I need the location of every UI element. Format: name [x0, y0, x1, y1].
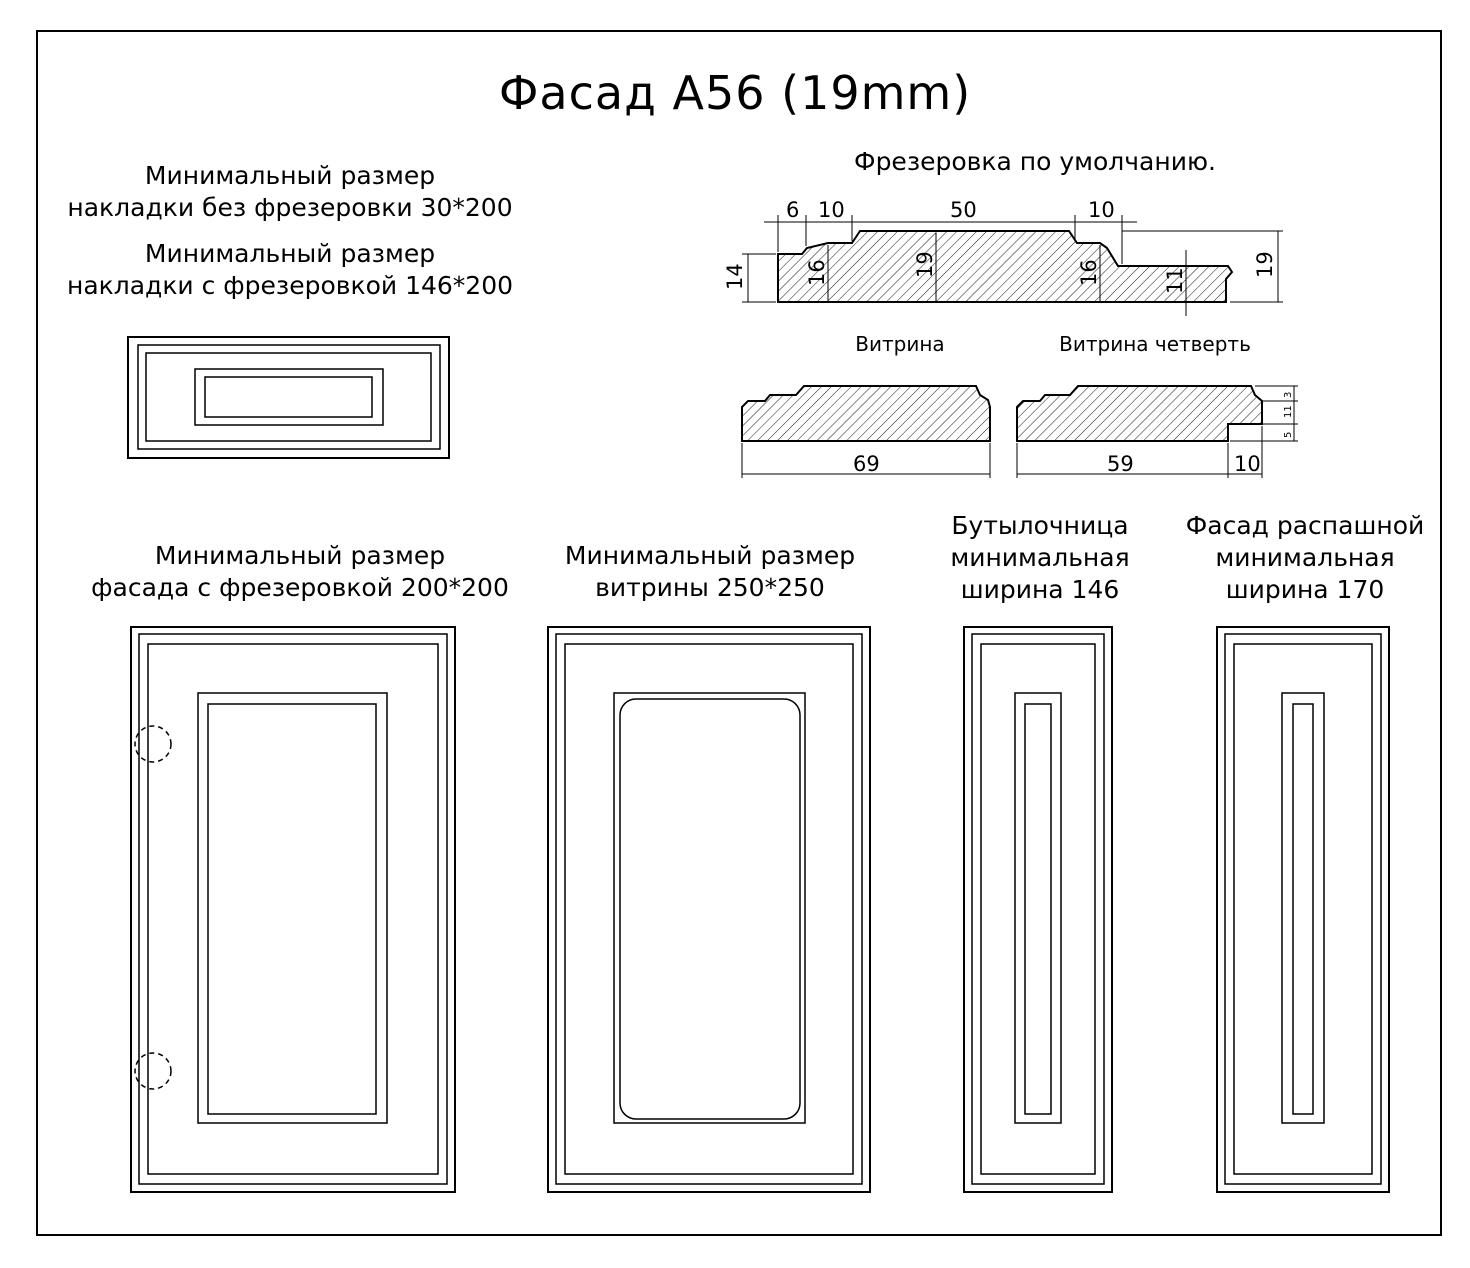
dim-label: 10: [818, 198, 845, 222]
vitrine-profile-label: Витрина: [855, 332, 945, 356]
dim-label: 10: [1088, 198, 1115, 222]
note-line: ширина 170: [1225, 575, 1385, 604]
hinge-hole-icon: [135, 726, 171, 762]
dim-label: 10: [1234, 452, 1261, 476]
dim-label: 50: [950, 198, 977, 222]
dim-label: 11: [1163, 267, 1187, 294]
note-line: минимальная: [950, 543, 1130, 572]
dim-label: 19: [913, 251, 937, 278]
dim-label: 11: [1283, 405, 1294, 418]
note-line: Фасад распашной: [1185, 511, 1425, 540]
swing-facade-drawing: [1217, 627, 1389, 1192]
note-line: Минимальный размер: [144, 239, 436, 268]
hinge-hole-icon: [135, 1053, 171, 1089]
dim-label: 59: [1107, 452, 1134, 476]
default-milling-label: Фрезеровка по умолчанию.: [854, 147, 1216, 176]
note-line: Бутылочница: [951, 511, 1129, 540]
note-line: минимальная: [1215, 543, 1395, 572]
note-line: ширина 146: [960, 575, 1120, 604]
vitrine-quarter-profile: [1017, 386, 1298, 478]
dim-label: 14: [723, 263, 747, 290]
dim-label: 5: [1283, 431, 1294, 438]
dim-label: 6: [786, 198, 800, 222]
note-line: витрины 250*250: [595, 573, 825, 602]
note-line: Минимальный размер: [564, 541, 856, 570]
vitrine-quarter-profile-label: Витрина четверть: [1059, 332, 1251, 356]
note-line: Минимальный размер: [154, 541, 446, 570]
dim-label: 3: [1283, 391, 1294, 398]
vitrine-profile: [742, 386, 990, 478]
page-title: Фасад А56 (19mm): [498, 66, 972, 120]
default-milling-profile: [723, 198, 1283, 316]
note-line: накладки без фрезеровки 30*200: [67, 193, 513, 222]
overlay-panel-drawing: [128, 337, 449, 458]
note-line: Минимальный размер: [144, 161, 436, 190]
dim-label: 69: [853, 452, 880, 476]
facade-min-drawing: [131, 627, 455, 1192]
note-line: фасада с фрезеровкой 200*200: [91, 573, 509, 602]
bottle-rack-drawing: [964, 627, 1112, 1192]
dim-label: 16: [1077, 259, 1101, 286]
note-line: накладки с фрезеровкой 146*200: [66, 271, 514, 300]
dim-label: 19: [1253, 251, 1277, 278]
dim-label: 16: [805, 259, 829, 286]
vitrine-min-drawing: [548, 627, 870, 1192]
